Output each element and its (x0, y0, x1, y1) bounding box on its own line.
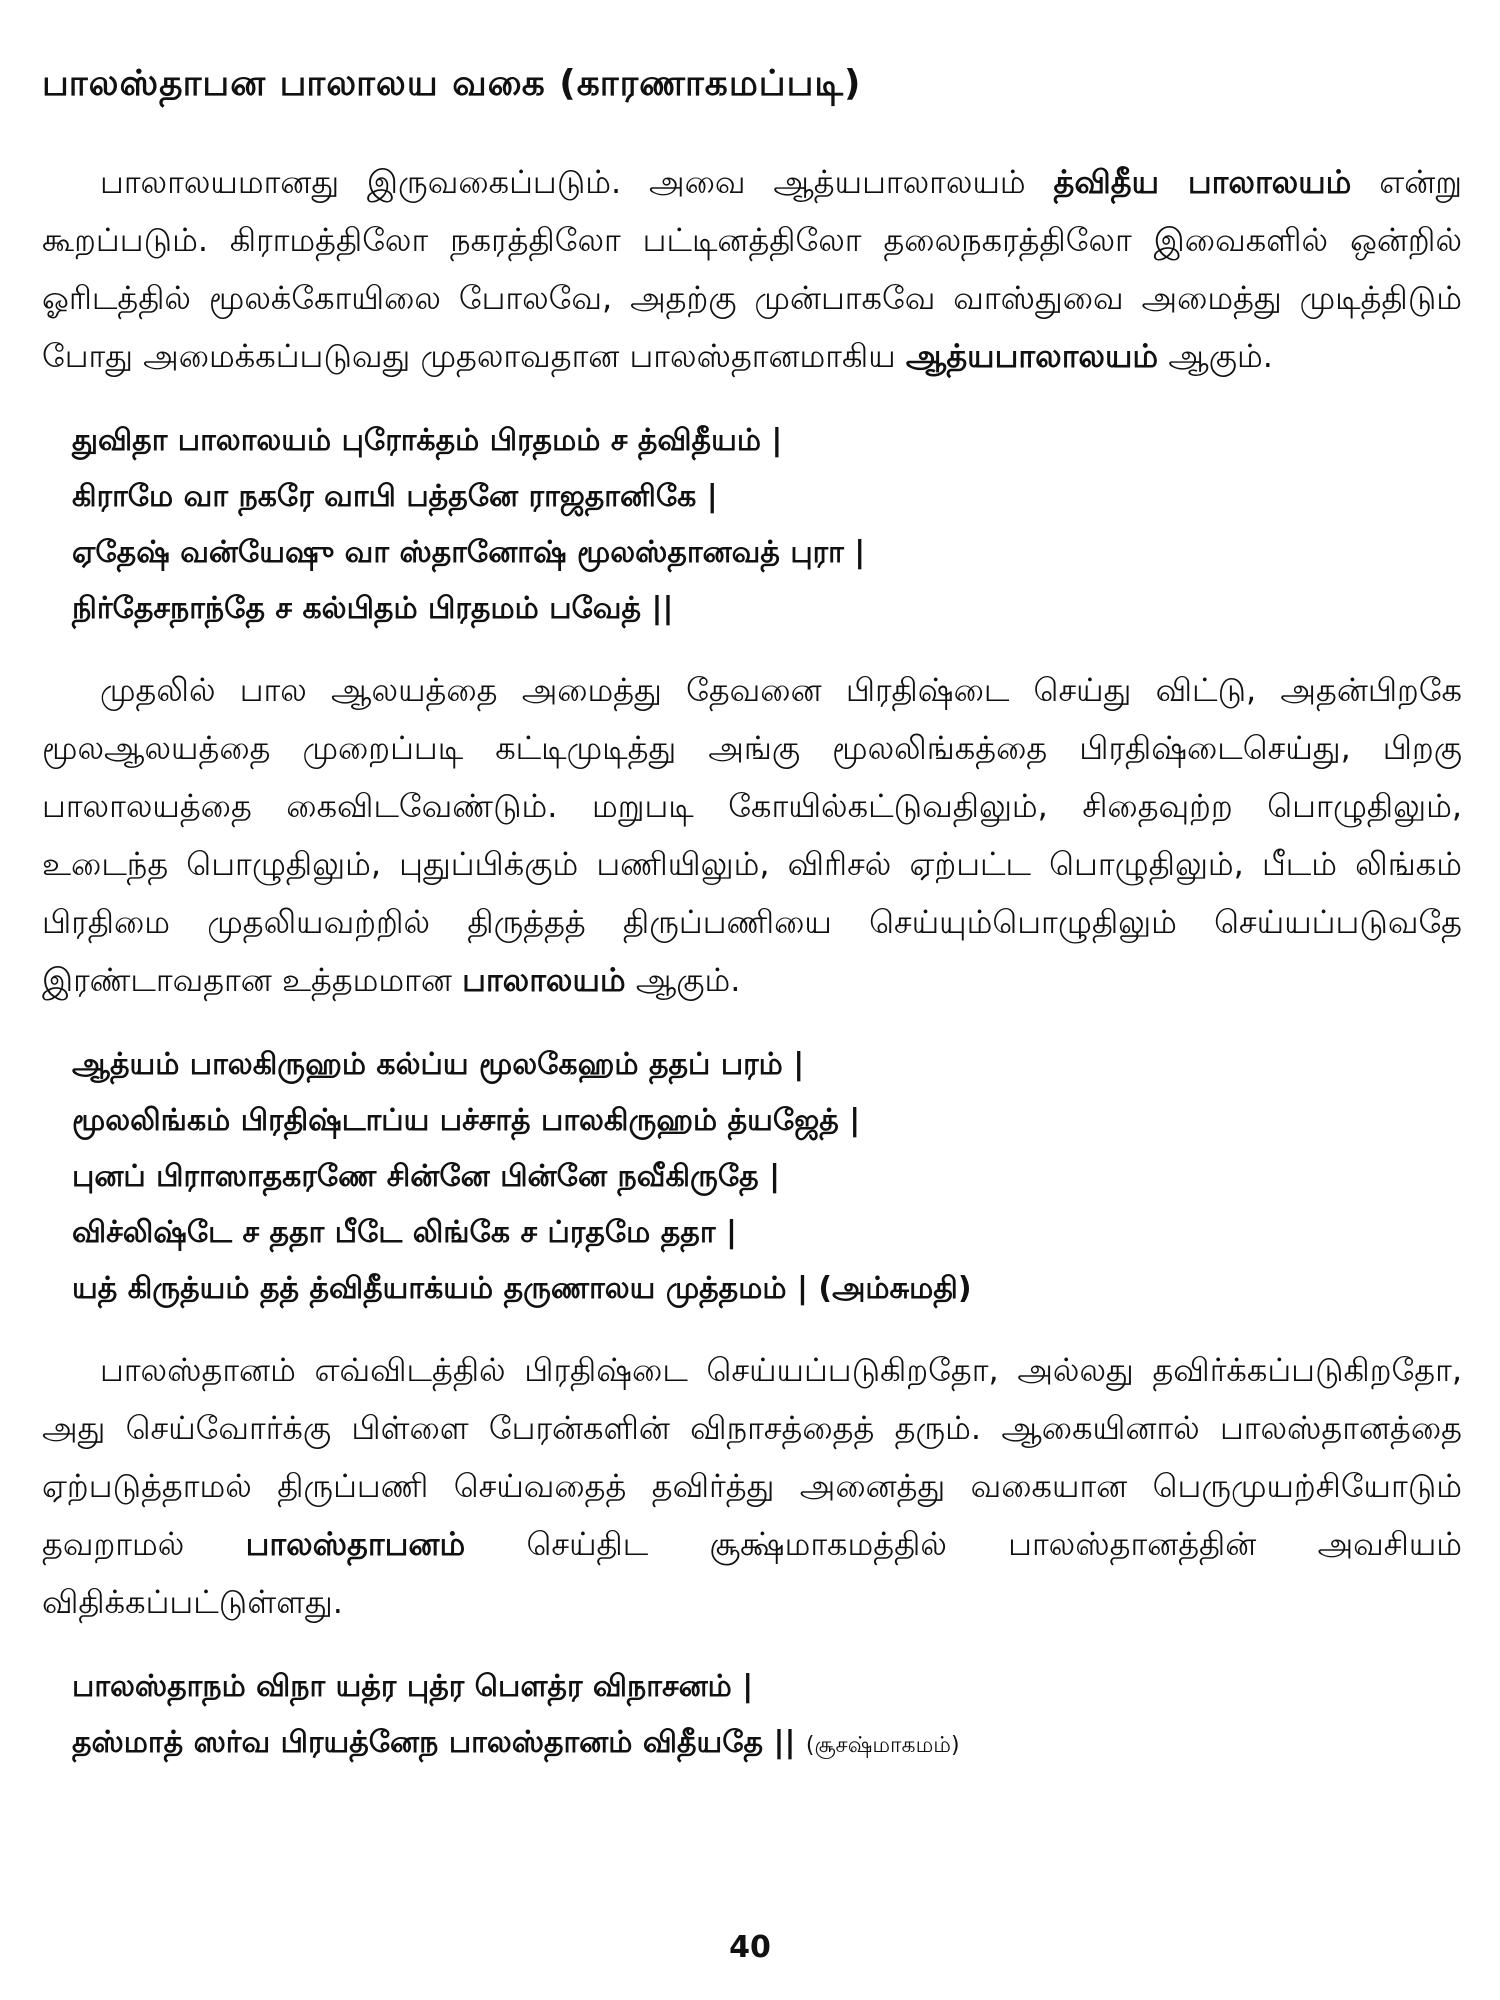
verse-line: ஆத்யம் பாலகிருஹம் கல்ப்ய மூலகேஹம் ததப் பரம் | (72, 1047, 805, 1083)
para1-text-3: ஆகும். (1158, 337, 1273, 376)
verse-line: மூலலிங்கம் பிரதிஷ்டாப்ய பச்சாத் பாலகிருஹம் த்யஜேத் | (72, 1103, 861, 1139)
verse-line (72, 1261, 1462, 1317)
verse-line: நிர்தேசநாந்தே ச கல்பிதம் பிரதமம் பவேத் || (72, 591, 674, 627)
paragraph-2 (42, 661, 1462, 1009)
paragraph-1 (42, 153, 1462, 385)
page-number: 40 (729, 1930, 771, 1965)
para1-text-1: பாலாலயமானது இருவகைப்படும். அவை ஆத்யபாலாலயம் (100, 163, 1054, 202)
para1-bold-2: ஆத்யபாலாலயம் (905, 337, 1159, 376)
document-page (42, 50, 1462, 1798)
verse-line-text: தஸ்மாத் ஸர்வ பிரயத்னேந பாலஸ்தானம் விதீயதே || (72, 1725, 806, 1761)
verse-line-text: யத் கிருத்யம் தத் த்விதீயாக்யம் தருணாலய முத்தமம் | (72, 1271, 819, 1307)
para2-text-2: ஆகும். (625, 961, 741, 1000)
verse-source: (சூசஷ்மாகமம்) (805, 1733, 960, 1759)
para3-bold-1: பாலஸ்தாபனம் (245, 1525, 466, 1564)
paragraph-3 (42, 1341, 1462, 1631)
verse-block-1 (72, 413, 1462, 637)
verse-block-2 (72, 1037, 1462, 1317)
para2-text-1: முதலில் பால ஆலயத்தை அமைத்து தேவனை பிரதிஷ்டை செய்து விட்டு, அதன்பிறகே மூலஆலயத்தை முறைப்படி கட்டிமுடித்து அங்கு மூலலிங்கத்தை பிரதிஷ்டைசெய்து, பிறகு பாலாலயத்தை கைவிடவேண்டும். மறுபடி கோயில்கட்டுவதிலும், சிதைவுற்ற பொழுதிலும், உடைந்த பொழுதிலும், புதுப்பிக்கும் பணியிலும், விரிசல் ஏற்பட்ட பொழுதிலும், பீடம் லிங்கம் பிரதிமை முதலியவற்றில் திருத்தத் திருப்பணியை செய்யும்பொழுதிலும் செய்யப்படுவதே இரண்டாவதான உத்தமமான (42, 671, 1462, 1000)
verse-line: துவிதா பாலாலயம் புரோக்தம் பிரதமம் ச த்விதீயம் | (72, 423, 783, 459)
verse-source: (அம்சுமதி) (818, 1271, 972, 1307)
verse-line: ஏதேஷ் வன்யேஷு வா ஸ்தானோஷ் மூலஸ்தானவத் புரா | (72, 535, 866, 571)
para1-bold-1: த்விதீய பாலாலயம் (1053, 163, 1352, 202)
para1-text-2: என்று கூறப்படும். கிராமத்திலோ நகரத்திலோ பட்டினத்திலோ தலைநகரத்திலோ இவைகளில் ஒன்றில் ஓரிடத்தில் மூலக்கோயிலை போலவே, அதற்கு முன்பாகவே வாஸ்துவை அமைத்து முடித்திடும் போது அமைக்கப்படுவது முதலாவதான பாலஸ்தானமாகிய (42, 163, 1463, 376)
verse-block-3 (72, 1659, 1462, 1774)
verse-line: கிராமே வா நகரே வாபி பத்தனே ராஜதானிகே | (72, 479, 718, 515)
section-title: பாலஸ்தாபன பாலாலய வகை (காரணாகமப்படி) (42, 63, 862, 104)
para2-bold-1: பாலாலயம் (462, 961, 626, 1000)
verse-line: விச்லிஷ்டே ச ததா பீடே லிங்கே ச ப்ரதமே ததா | (72, 1215, 737, 1251)
verse-line (72, 1715, 1462, 1774)
verse-line: பாலஸ்தாநம் விநா யத்ர புத்ர பௌத்ர விநாசனம் | (72, 1669, 754, 1705)
verse-line: புனப் பிராஸாதகரணே சின்னே பின்னே நவீகிருதே | (72, 1159, 781, 1195)
para3-text-1: பாலஸ்தானம் எவ்விடத்தில் பிரதிஷ்டை செய்யப்படுகிறதோ, அல்லது தவிர்க்கப்படுகிறதோ, அது செய்வோர்க்கு பிள்ளை பேரன்களின் விநாசத்தைத் தரும். ஆகையினால் பாலஸ்தானத்தை ஏற்படுத்தாமல் திருப்பணி செய்வதைத் தவிர்த்து அனைத்து வகையான பெருமுயற்சியோடும் தவறாமல் (42, 1351, 1462, 1564)
para3-text-2: செய்திட சூக்ஷ்மாகமத்தில் பாலஸ்தானத்தின் அவசியம் விதிக்கப்பட்டுள்ளது. (42, 1525, 1463, 1622)
